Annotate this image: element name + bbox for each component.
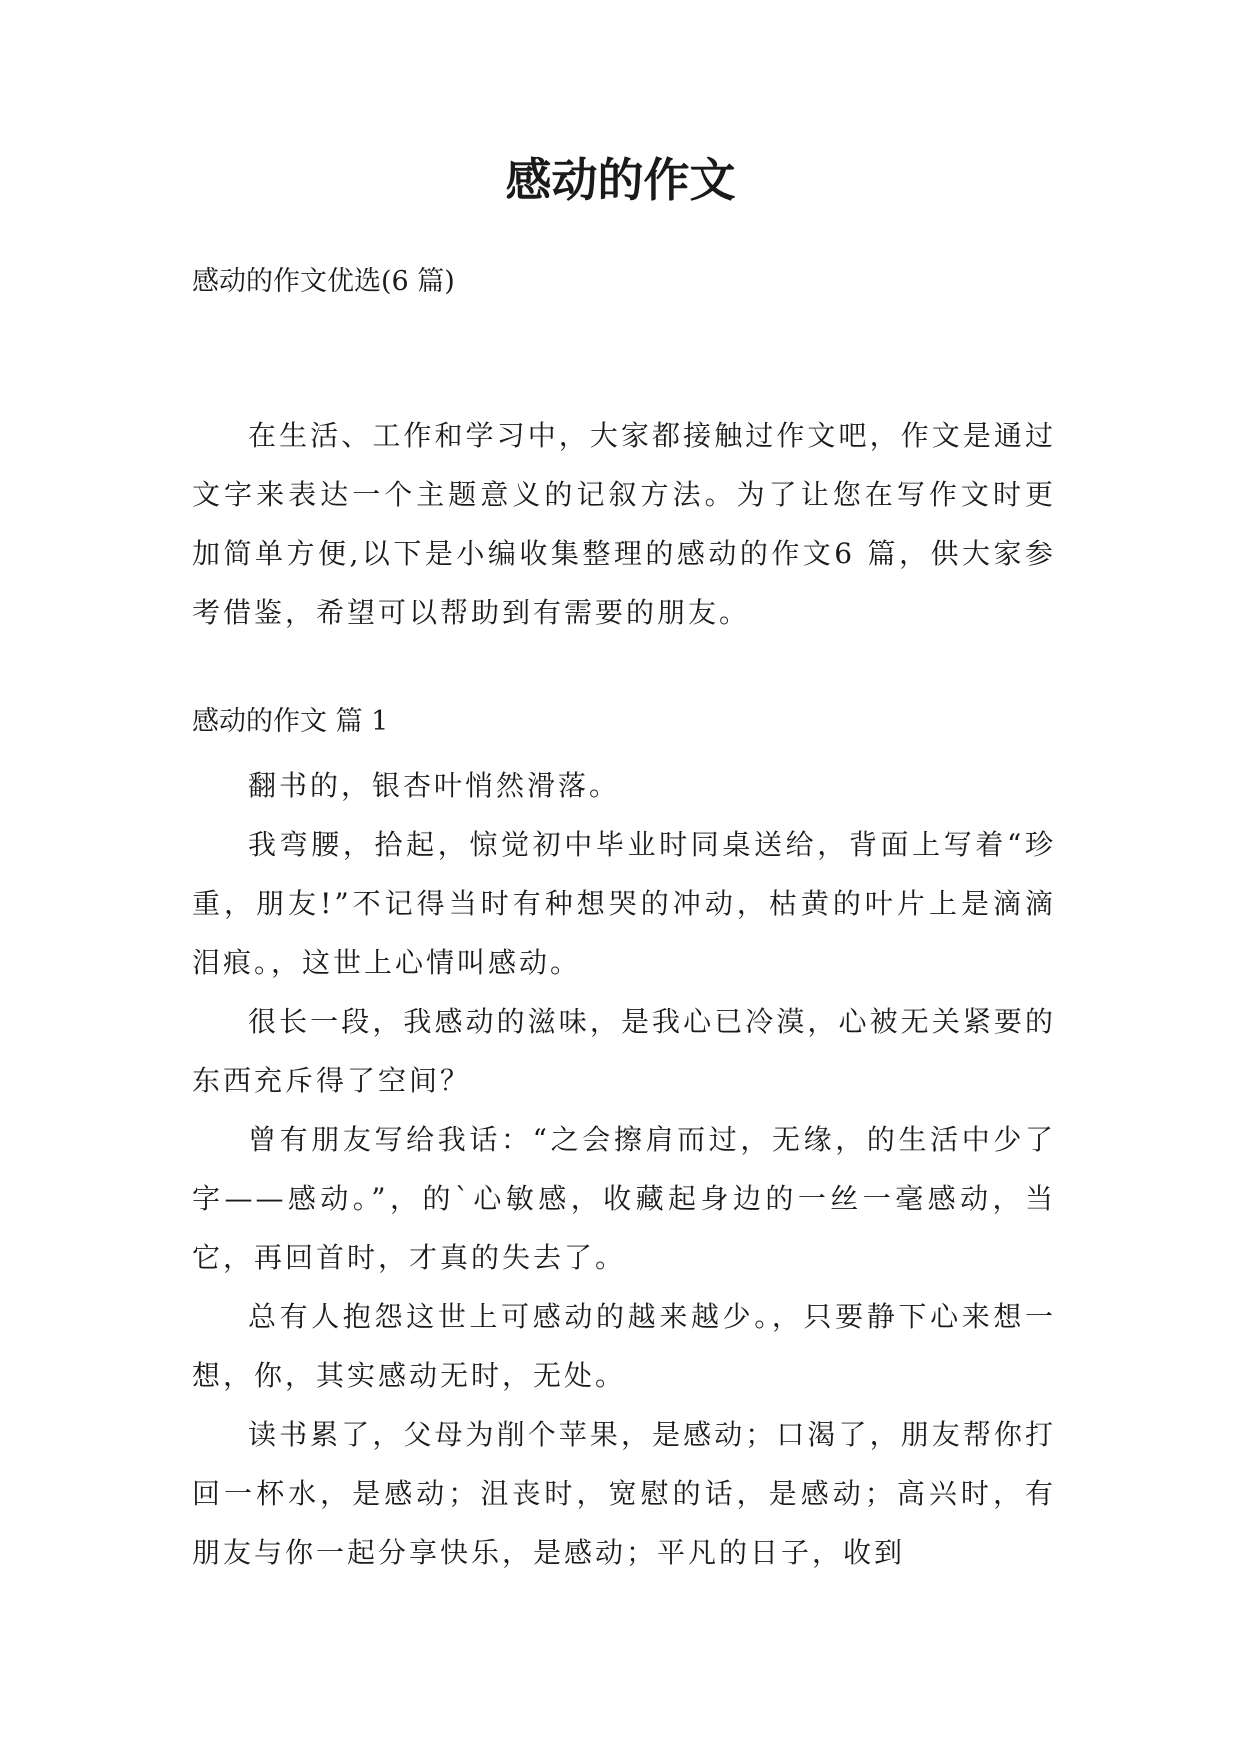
body-paragraph: 读书累了，父母为削个苹果，是感动；口渴了，朋友帮你打回一杯水，是感动；沮丧时，宽慰的话，是感动；高兴时，有朋友与你一起分享快乐，是感动；平凡的日子，收到 — [192, 1418, 1056, 1569]
section-body — [192, 756, 1056, 1582]
body-paragraph: 很长一段，我感动的滋味，是我心已冷漠，心被无关紧要的东西充斥得了空间？ — [192, 1005, 1056, 1097]
document-title: 感动的作文 — [505, 153, 736, 207]
body-paragraph: 翻书的，银杏叶悄然滑落。 — [248, 769, 621, 802]
body-paragraph: 我弯腰，拾起，惊觉初中毕业时同桌送给，背面上写着“珍重，朋友!”不记得当时有种想哭的冲动，枯黄的叶片上是滴滴泪痕。，这世上心情叫感动。 — [192, 828, 1056, 979]
section-heading: 感动的作文 篇 1 — [192, 706, 389, 737]
body-paragraph: 总有人抱怨这世上可感动的越来越少。，只要静下心来想一想，你，其实感动无时，无处。 — [192, 1300, 1056, 1392]
document-subtitle: 感动的作文优选(6 篇) — [192, 266, 455, 297]
body-paragraph: 曾有朋友写给我话：“之会擦肩而过，无缘，的生活中少了字——感动。”，的`心敏感，收藏起身边的一丝一毫感动，当它，再回首时，才真的失去了。 — [192, 1123, 1056, 1274]
intro-paragraph: 在生活、工作和学习中，大家都接触过作文吧，作文是通过文字来表达一个主题意义的记叙方法。为了让您在写作文时更加简单方便,以下是小编收集整理的感动的作文6 篇，供大家参考借鉴，希望可以帮助到有需要的朋友。 — [192, 419, 1056, 629]
